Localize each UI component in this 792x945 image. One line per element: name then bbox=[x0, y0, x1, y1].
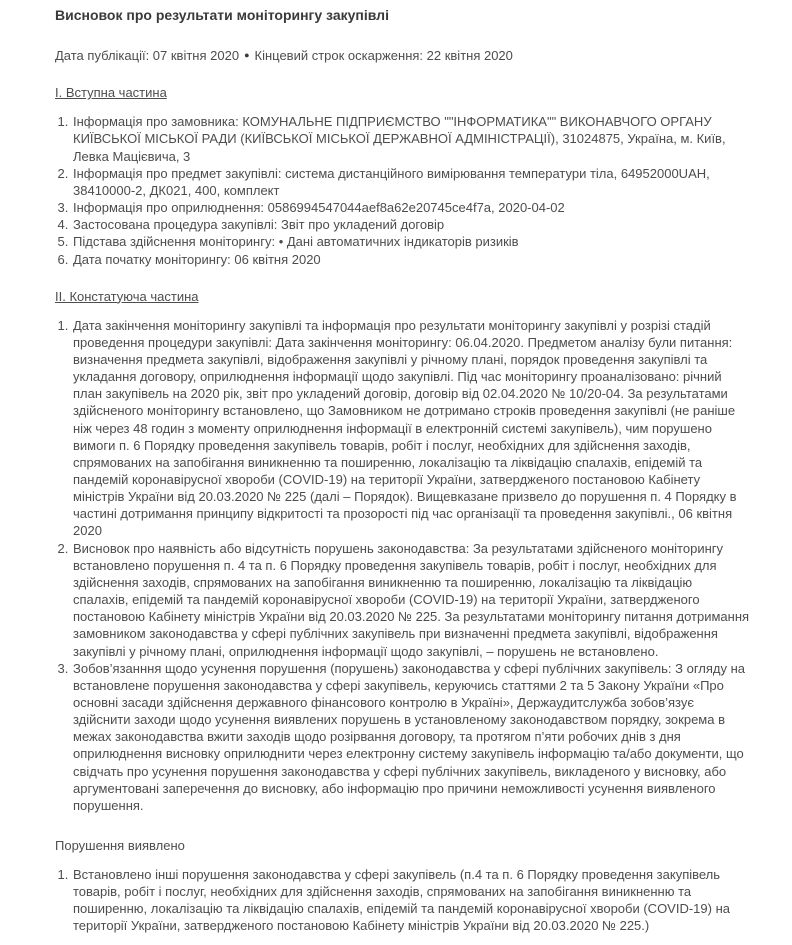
list-item: 4. Застосована процедура закупівлі: Звіт про укладений договір bbox=[72, 216, 750, 233]
list-item: 1. Інформація про замовника: КОМУНАЛЬНЕ ПІДПРИЄМСТВО ""ІНФОРМАТИКА"" ВИКОНАВЧОГО ОРГАНУ КИЇВСЬКОЇ МІСЬКОЇ РАДИ (КИЇВСЬКОЇ МІСЬКОЇ ДЕРЖАВНОЇ АДМІНІСТРАЦІЇ), 31024875, Україна, м. Київ, Левка Мацієвича, 3 bbox=[72, 113, 750, 164]
list-item: 6. Дата початку моніторингу: 06 квітня 2020 bbox=[72, 251, 750, 268]
violations-list bbox=[55, 866, 750, 935]
publication-line bbox=[55, 48, 750, 65]
list-item: 5. Підстава здійснення моніторингу: • Дані автоматичних індикаторів ризиків bbox=[72, 233, 750, 250]
intro-list bbox=[55, 113, 750, 267]
list-item: 2. Висновок про наявність або відсутність порушень законодавства: За результатами здійсненого моніторингу встановлено порушення п. 4 та п. 6 Порядку проведення закупівель товарів, робіт і послуг, необхідних для здійснення заходів, спрямованих на запобігання виникненню та поширенню, локалізацію та ліквідацію спалахів, епідемій та пандемій коронавірусної хвороби (COVID-19) на території України, затвердженого постановою Кабінету міністрів України від 20.03.2020 № 225. За результатами моніторингу питання дотримання замовником законодавства у сфері публічних закупівель при визначенні предмета закупівлі, відображення закупівлі у річному плані, оприлюднення інформації щодо закупівлі, – порушень не встановлено. bbox=[72, 540, 750, 660]
list-item: 3. Інформація про оприлюднення: 0586994547044aef8a62e20745ce4f7a, 2020-04-02 bbox=[72, 199, 750, 216]
section-heading-intro: I. Вступна частина bbox=[55, 85, 167, 101]
list-item: 1. Дата закінчення моніторингу закупівлі та інформація про результати моніторингу закупівлі у розрізі стадій проведення процедури закупівлі: Дата закінчення моніторингу: 06.04.2020. Предметом аналізу були питання: визначення предмета закупівлі, відображення закупівлі у річному плані, порядок проведення закупівлі та укладання договору, оприлюднення інформації щодо закупівлі. Під час моніторингу проаналізовано: річний план закупівель на 2020 рік, звіт про укладений договір, договір від 02.04.2020 № 10/20-04. За результатами здійсненого моніторингу встановлено, що Замовником не дотримано строків проведення закупівлі (не раніше ніж через 48 годин з моменту оприлюднення інформації в електронній системі закупівель), чим порушено вимоги п. 6 Порядку проведення закупівель товарів, робіт і послуг, необхідних для здійснення заходів, спрямованих на запобігання виникненню та поширенню, локалізацію та ліквідацію спалахів, епідемій та пандемій коронавірусної хвороби (COVID-19) на території України, затвердженого постановою Кабінету міністрів України від 20.03.2020 № 225 (далі – Порядок). Вищевказане призвело до порушення п. 4 Порядку в частині дотримання принципу відкритості та прозорості під час організації та проведення закупівлі., 06 квітня 2020 bbox=[72, 317, 750, 540]
list-item: 1. Встановлено інші порушення законодавства у сфері закупівель (п.4 та п. 6 Порядку проведення закупівель товарів, робіт і послуг, необхідних для здійснення заходів, спрямованих на запобігання виникненню та поширенню, локалізацію та ліквідацію спалахів, епідемій та пандемій коронавірусної хвороби (COVID-19) на території України, затвердженого постановою Кабінету міністрів України від 20.03.2020 № 225.) bbox=[72, 866, 750, 935]
publication-date: Дата публікації: 07 квітня 2020 bbox=[55, 47, 240, 63]
list-item: 3. Зобов’язанння щодо усунення порушення (порушень) законодавства у сфері публічних закупівель: З огляду на встановлене порушення законодавства у сфері закупівель, керуючись статтями 2 та 5 Закону України «Про основні засади здійснення державного фінансового контролю в Україні», Держаудитслужба зобов’язує здійснити заходи щодо усунення виявлених порушень в установленому законодавством порядку, зокрема в межах законодавства вжити заходів щодо розірвання договору, та протягом п’яти робочих днів з дня оприлюднення висновку оприлюднити через електронну систему закупівель інформацію та/або документи, що свідчать про усунення порушення законодавства у сфері публічних закупівель, викладеного у висновку, або аргументовані заперечення до висновку, або інформацію про причини неможливості усунення виявленого порушення. bbox=[72, 660, 750, 814]
list-item: 2. Інформація про предмет закупівлі: система дистанційного вимірювання температури тіла, 64952000UAH, 38410000-2, ДК021, 400, комплект bbox=[72, 165, 750, 199]
bullet-separator-icon: ● bbox=[244, 49, 250, 60]
violations-heading: Порушення виявлено bbox=[55, 838, 185, 854]
section-heading-statement: II. Констатуюча частина bbox=[55, 288, 199, 304]
statement-list bbox=[55, 317, 750, 815]
appeal-deadline: Кінцевий строк оскарження: 22 квітня 2020 bbox=[254, 47, 513, 63]
page-title: Висновок про результати моніторингу закупівлі bbox=[55, 7, 389, 23]
